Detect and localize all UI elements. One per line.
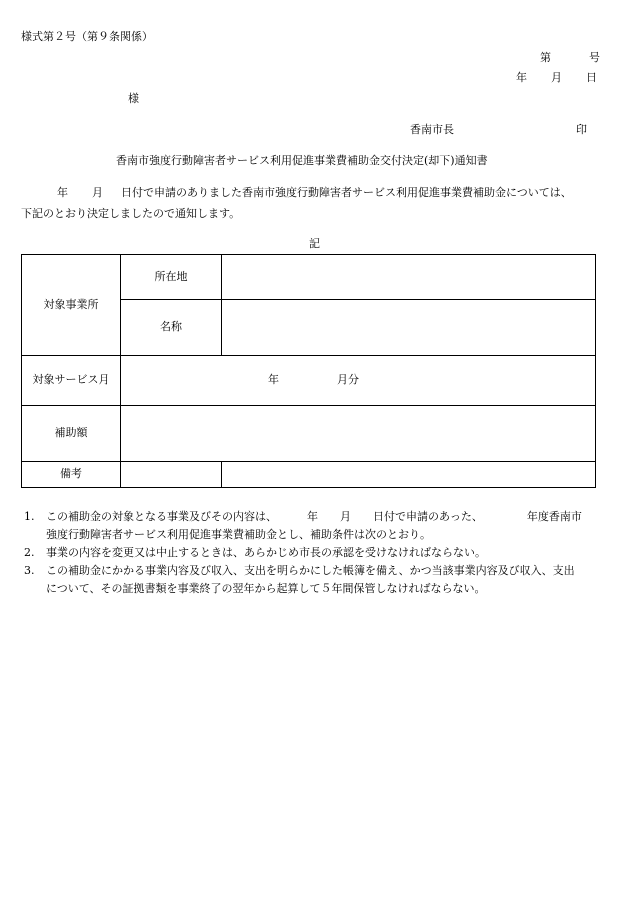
issue-date-month: 月 [551, 71, 562, 84]
condition-text: この補助金にかかる事業内容及び収入、支出を明らかにした帳簿を備え、かつ当該事業内容及び収入、支出 [46, 564, 575, 577]
document-number [540, 51, 600, 65]
document-number-suffix: 号 [589, 51, 600, 64]
condition-text: 事業の内容を変更又は中止するときは、あらかじめ市長の承認を受けなければならない。 [46, 546, 486, 559]
form-label: 様式第２号（第９条関係） [21, 30, 153, 43]
body-line-1 [21, 186, 572, 200]
condition-item [21, 508, 615, 544]
location-label-cell: 所在地 [121, 255, 222, 300]
name-value-cell [222, 300, 596, 356]
condition-item [21, 544, 615, 562]
condition-number: 3. [24, 564, 35, 577]
service-month-suffix: 月分 [337, 373, 359, 387]
condition-text: この補助金の対象となる事業及びその内容は、 [46, 510, 277, 523]
document-title: 香南市強度行動障害者サービス利用促進事業費補助金交付決定(却下)通知書 [116, 154, 488, 167]
ki-heading: 記 [309, 237, 320, 250]
remarks-label-cell: 備考 [22, 462, 121, 488]
condition-month: 月 [340, 510, 351, 523]
body-year: 年 [57, 186, 68, 199]
issue-date [516, 71, 597, 85]
location-value-cell [222, 255, 596, 300]
service-month-label-cell: 対象サービス月 [22, 356, 121, 406]
condition-text-continued: 強度行動障害者サービス利用促進事業費補助金とし、補助条件は次のとおり。 [46, 528, 431, 541]
facility-header-cell: 対象事業所 [22, 255, 121, 356]
issue-date-day: 日 [586, 71, 597, 84]
condition-year: 年 [307, 510, 318, 523]
name-label-cell: 名称 [121, 300, 222, 356]
condition-number: 1. [24, 510, 35, 523]
subsidy-detail-table [21, 254, 596, 488]
amount-label-cell: 補助額 [22, 406, 121, 462]
conditions-list [21, 508, 615, 598]
body-text-1: 日付で申請のありました香南市強度行動障害者サービス利用促進事業費補助金については、 [121, 186, 572, 199]
amount-value-cell [121, 406, 596, 462]
addressee-suffix: 様 [128, 92, 139, 105]
condition-number: 2. [24, 546, 35, 559]
remarks-middle-cell [121, 462, 222, 488]
condition-text: 年度香南市 [526, 510, 582, 523]
service-month-year: 年 [268, 373, 279, 387]
condition-item [21, 562, 615, 598]
condition-text-continued: について、その証拠書類を事業終了の翌年から起算して５年間保管しなければならない。 [46, 582, 486, 595]
body-line-2: 下記のとおり決定しましたので通知します。 [21, 207, 241, 220]
remarks-value-cell [222, 462, 596, 488]
seal-mark: 印 [576, 123, 587, 136]
condition-text: 日付で申請のあった、 [373, 510, 483, 523]
issuer-title: 香南市長 [410, 123, 454, 136]
service-month-value-cell [121, 356, 596, 406]
issue-date-year: 年 [516, 71, 527, 84]
document-number-prefix: 第 [540, 51, 551, 64]
body-month: 月 [92, 186, 103, 199]
